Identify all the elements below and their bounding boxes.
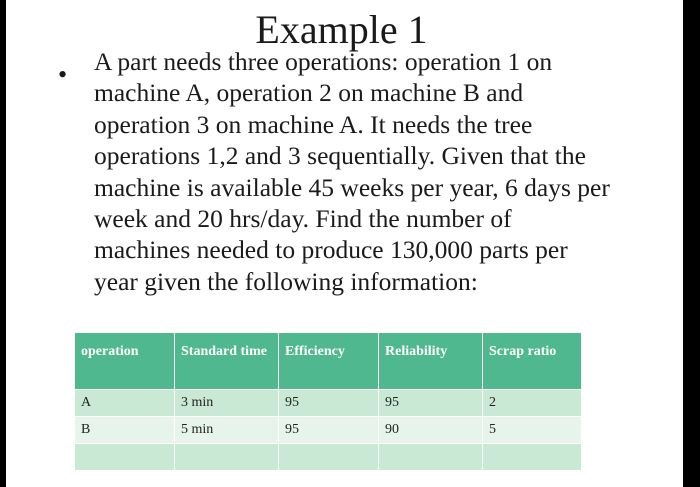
table-cell: 95 [279,417,379,444]
slide-title: Example 1 [255,7,428,52]
table-cell: 5 [483,417,582,444]
bullet-line: week and 20 hrs/day. Find the number of [94,204,512,234]
header-reliability: Reliability [379,333,483,390]
bullet-paragraph [94,46,654,297]
table-cell [175,444,279,471]
table-cell: 95 [279,390,379,417]
table-cell: 5 min [175,417,279,444]
header-efficiency: Efficiency [279,333,379,390]
table-cell [75,444,175,471]
table-cell [279,444,379,471]
table-cell: 95 [379,390,483,417]
bullet-line: operation 3 on machine A. It needs the tree [94,109,533,139]
bullet-line: year given the following information: [94,266,478,296]
table-cell: 2 [483,390,582,417]
bullet-line: A part needs three operations: operation 1 on [94,47,553,76]
bullet-line: machine is available 45 weeks per year, 6 days per [94,172,610,202]
bullet-line: operations 1,2 and 3 sequentially. Given that the [94,141,586,171]
table-row [75,444,582,471]
table-header-row [75,333,582,390]
table-cell: A [75,390,175,417]
data-table [74,332,581,471]
table-cell [379,444,483,471]
table-cell: 90 [379,417,483,444]
table-cell: 3 min [175,390,279,417]
table-row [75,390,582,417]
bullet-line: machines needed to produce 130,000 parts per [94,235,568,265]
table-row [75,417,582,444]
table-cell: B [75,417,175,444]
bullet-marker: • [58,60,68,89]
table-cell [483,444,582,471]
header-operation: operation [75,333,175,390]
header-standard-time: Standard time [175,333,279,390]
left-window-edge [0,0,6,487]
header-scrap-ratio: Scrap ratio [483,333,582,390]
bullet-line: machine A, operation 2 on machine B and [94,78,524,108]
scrollbar-track[interactable] [683,0,700,487]
